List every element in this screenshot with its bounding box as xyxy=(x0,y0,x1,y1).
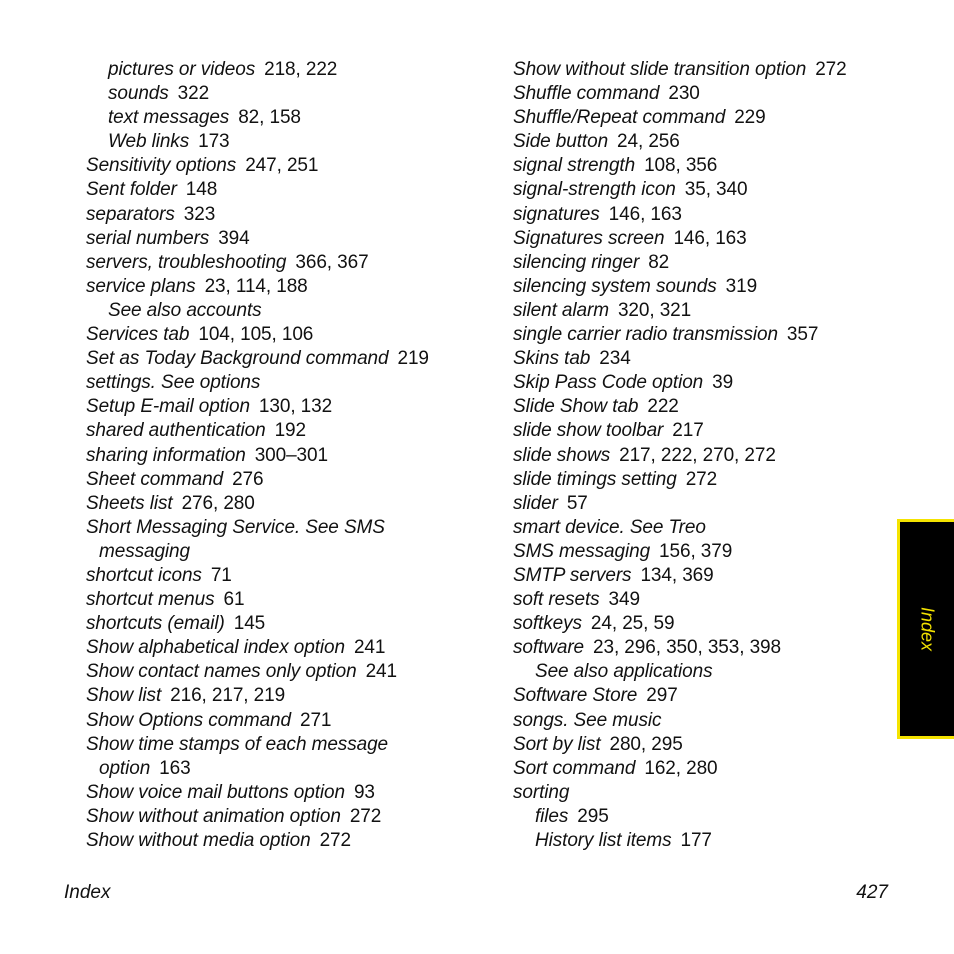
index-page-refs: 394 xyxy=(218,227,250,249)
index-term: Show alphabetical index option xyxy=(86,637,345,659)
index-entry xyxy=(86,805,486,829)
index-term: Short Messaging Service. See SMS xyxy=(86,516,385,538)
index-page-refs: 272 xyxy=(685,468,718,490)
index-entry xyxy=(86,612,486,636)
index-page-refs: 300–301 xyxy=(254,444,328,466)
index-side-tab[interactable] xyxy=(897,519,954,739)
index-entry xyxy=(86,419,486,443)
index-term: songs. See music xyxy=(513,709,662,731)
index-term: Signatures screen xyxy=(513,227,665,249)
index-term: messaging xyxy=(99,540,190,562)
index-entry xyxy=(513,733,893,757)
index-entry xyxy=(86,347,486,371)
index-term: Sheets list xyxy=(86,492,173,514)
index-term: serial numbers xyxy=(86,227,210,249)
index-term: signatures xyxy=(513,203,600,225)
index-page-refs: 61 xyxy=(223,589,245,611)
index-page-refs: 366, 367 xyxy=(295,251,369,273)
index-entry xyxy=(513,805,893,829)
index-entry xyxy=(513,492,893,516)
index-term: softkeys xyxy=(513,613,582,635)
index-term: silent alarm xyxy=(513,299,609,321)
index-term: Skip Pass Code option xyxy=(513,372,704,394)
index-entry xyxy=(513,275,893,299)
index-entry xyxy=(86,684,486,708)
index-entry xyxy=(513,660,893,684)
index-entry xyxy=(513,564,893,588)
index-entry xyxy=(513,347,893,371)
index-entry xyxy=(86,82,486,106)
index-term: shortcuts (email) xyxy=(86,613,225,635)
index-page-refs: 234 xyxy=(599,348,631,370)
index-entry xyxy=(86,757,486,781)
index-page-refs: 271 xyxy=(300,709,332,731)
index-term: sorting xyxy=(513,781,570,803)
index-term: service plans xyxy=(86,275,196,297)
index-entry xyxy=(513,154,893,178)
index-term: Sent folder xyxy=(86,179,177,201)
index-entry xyxy=(513,58,893,82)
index-entry xyxy=(86,203,486,227)
index-page-refs: 349 xyxy=(608,589,640,611)
index-term: shared authentication xyxy=(86,420,266,442)
index-page-refs: 108, 356 xyxy=(644,155,718,177)
index-entry xyxy=(513,82,893,106)
index-term: option xyxy=(99,757,151,779)
index-entry xyxy=(513,588,893,612)
index-page-refs: 217, 222, 270, 272 xyxy=(619,444,776,466)
index-entry xyxy=(513,612,893,636)
index-entry xyxy=(86,516,486,540)
index-term: Setup E-mail option xyxy=(86,396,250,418)
index-term: signal-strength icon xyxy=(513,179,676,201)
index-term: sharing information xyxy=(86,444,246,466)
index-page-refs: 173 xyxy=(198,131,230,153)
index-page-refs: 57 xyxy=(566,492,588,514)
index-term: Show contact names only option xyxy=(86,661,357,683)
index-term: Sort by list xyxy=(513,733,601,755)
index-page-refs: 23, 296, 350, 353, 398 xyxy=(593,637,781,659)
index-entry xyxy=(86,106,486,130)
index-entry xyxy=(86,130,486,154)
index-entry xyxy=(86,323,486,347)
footer-section-title: Index xyxy=(64,882,111,903)
index-term: slide show toolbar xyxy=(513,420,664,442)
index-entry xyxy=(86,564,486,588)
index-entry xyxy=(86,178,486,202)
index-entry xyxy=(513,178,893,202)
index-entry xyxy=(513,419,893,443)
index-page-refs: 295 xyxy=(577,805,609,827)
index-term: Sensitivity options xyxy=(86,155,237,177)
index-page-refs: 322 xyxy=(177,83,210,105)
index-entry xyxy=(86,251,486,275)
index-page-refs: 297 xyxy=(646,685,678,707)
index-page-refs: 93 xyxy=(353,781,375,803)
index-entry xyxy=(513,684,893,708)
index-page-refs: 218, 222 xyxy=(264,59,338,80)
index-page-refs: 146, 163 xyxy=(673,227,747,249)
index-entry xyxy=(86,395,486,419)
index-page-refs: 24, 256 xyxy=(617,131,680,153)
index-term: See also accounts xyxy=(108,299,262,321)
index-term: SMS messaging xyxy=(513,540,651,562)
index-page-refs: 162, 280 xyxy=(644,757,718,779)
index-entry xyxy=(513,636,893,660)
index-entry xyxy=(86,58,486,82)
index-page-refs: 272 xyxy=(319,830,351,851)
index-page-refs: 35, 340 xyxy=(684,179,748,201)
index-page-refs: 217 xyxy=(672,420,704,442)
index-term: Software Store xyxy=(513,685,638,707)
index-entry xyxy=(86,444,486,468)
index-entry xyxy=(86,709,486,733)
index-entry xyxy=(513,227,893,251)
index-term: Show time stamps of each message xyxy=(86,733,388,755)
index-term: single carrier radio transmission xyxy=(513,324,778,346)
index-term: Slide Show tab xyxy=(513,396,639,418)
index-entry xyxy=(513,709,893,733)
index-page-refs: 272 xyxy=(815,59,847,80)
index-page-refs: 71 xyxy=(210,564,232,586)
index-entry xyxy=(513,203,893,227)
index-term: Show Options command xyxy=(86,709,291,731)
index-page-refs: 320, 321 xyxy=(617,299,692,321)
index-page-refs: 148 xyxy=(185,179,218,201)
index-entry xyxy=(86,154,486,178)
index-term: slide timings setting xyxy=(513,468,677,490)
index-entry xyxy=(513,444,893,468)
index-page-refs: 280, 295 xyxy=(609,733,683,755)
index-entry xyxy=(513,540,893,564)
index-page-refs: 241 xyxy=(365,661,397,683)
index-term: Show without media option xyxy=(86,830,311,851)
index-term: Sort command xyxy=(513,757,636,779)
index-entry xyxy=(513,299,893,323)
index-entry xyxy=(513,323,893,347)
index-page-refs: 323 xyxy=(183,203,216,225)
index-term: Sheet command xyxy=(86,468,224,490)
index-entry xyxy=(86,540,486,564)
index-term: SMTP servers xyxy=(513,564,632,586)
index-term: Show voice mail buttons option xyxy=(86,781,345,803)
index-entry xyxy=(86,588,486,612)
index-entry xyxy=(86,781,486,805)
index-page-refs: 247, 251 xyxy=(245,155,319,177)
index-page-refs: 156, 379 xyxy=(659,540,733,562)
index-entry xyxy=(513,251,893,275)
index-entry xyxy=(513,395,893,419)
index-term: Set as Today Background command xyxy=(86,348,389,370)
index-term: text messages xyxy=(108,107,230,129)
index-page-refs: 276 xyxy=(232,468,264,490)
index-term: software xyxy=(513,637,585,659)
index-term: slide shows xyxy=(513,444,611,466)
index-term: separators xyxy=(86,203,175,225)
index-term: Show list xyxy=(86,685,162,707)
index-term: See also applications xyxy=(535,661,713,683)
index-page-refs: 192 xyxy=(274,420,306,442)
index-page-refs: 216, 217, 219 xyxy=(170,685,286,707)
index-page-refs: 145 xyxy=(233,613,266,635)
index-term: Shuffle command xyxy=(513,83,660,105)
index-page-refs: 82, 158 xyxy=(238,107,301,129)
index-page-refs: 82 xyxy=(648,251,670,273)
index-page-refs: 134, 369 xyxy=(640,564,714,586)
index-term: History list items xyxy=(535,830,672,851)
index-page-refs: 24, 25, 59 xyxy=(590,613,675,635)
index-term: slider xyxy=(513,492,558,514)
index-entry xyxy=(86,829,486,853)
index-page-refs: 272 xyxy=(349,805,382,827)
index-term: pictures or videos xyxy=(108,59,256,80)
index-entry xyxy=(513,468,893,492)
index-entry xyxy=(513,516,893,540)
index-term: signal strength xyxy=(513,155,636,177)
index-entry xyxy=(513,371,893,395)
index-entry xyxy=(86,227,486,251)
index-entry xyxy=(86,660,486,684)
index-term: silencing ringer xyxy=(513,251,640,273)
index-entry xyxy=(513,106,893,130)
index-entry xyxy=(86,299,486,323)
footer-page-number: 427 xyxy=(856,882,888,903)
index-page-refs: 146, 163 xyxy=(608,203,682,225)
index-term: shortcut icons xyxy=(86,564,202,586)
index-term: servers, troubleshooting xyxy=(86,251,287,273)
index-term: files xyxy=(535,805,569,827)
index-column-left xyxy=(86,58,486,853)
index-side-tab-label: Index xyxy=(917,606,938,652)
index-page-refs: 23, 114, 188 xyxy=(204,275,308,297)
index-page-refs: 130, 132 xyxy=(258,396,333,418)
index-term: Skins tab xyxy=(513,348,591,370)
index-entry xyxy=(513,829,893,853)
index-term: Services tab xyxy=(86,324,190,346)
index-page-refs: 276, 280 xyxy=(181,492,255,514)
index-page-refs: 104, 105, 106 xyxy=(198,324,314,346)
index-term: silencing system sounds xyxy=(513,275,717,297)
index-page-refs: 230 xyxy=(668,83,700,105)
index-entry xyxy=(513,130,893,154)
index-term: smart device. See Treo xyxy=(513,516,706,538)
index-page-refs: 229 xyxy=(734,107,766,129)
index-term: settings. See options xyxy=(86,372,261,394)
index-term: Show without slide transition option xyxy=(513,59,807,80)
index-page-refs: 219 xyxy=(397,348,429,370)
index-page-refs: 177 xyxy=(680,830,712,851)
index-page-refs: 39 xyxy=(712,372,734,394)
index-page-refs: 222 xyxy=(647,396,679,418)
index-term: Side button xyxy=(513,131,609,153)
index-entry xyxy=(86,636,486,660)
index-term: sounds xyxy=(108,83,169,105)
index-entry xyxy=(86,733,486,757)
index-entry xyxy=(86,275,486,299)
index-term: Shuffle/Repeat command xyxy=(513,107,726,129)
index-entry xyxy=(86,371,486,395)
index-page-refs: 163 xyxy=(159,757,191,779)
index-page-refs: 241 xyxy=(353,637,386,659)
index-column-right xyxy=(513,58,893,853)
index-page-refs: 319 xyxy=(725,275,758,297)
index-term: shortcut menus xyxy=(86,589,215,611)
index-term: soft resets xyxy=(513,589,600,611)
index-entry xyxy=(513,781,893,805)
index-entry xyxy=(86,468,486,492)
index-term: Show without animation option xyxy=(86,805,341,827)
index-page-refs: 357 xyxy=(786,324,819,346)
index-term: Web links xyxy=(108,131,190,153)
index-entry xyxy=(513,757,893,781)
index-entry xyxy=(86,492,486,516)
